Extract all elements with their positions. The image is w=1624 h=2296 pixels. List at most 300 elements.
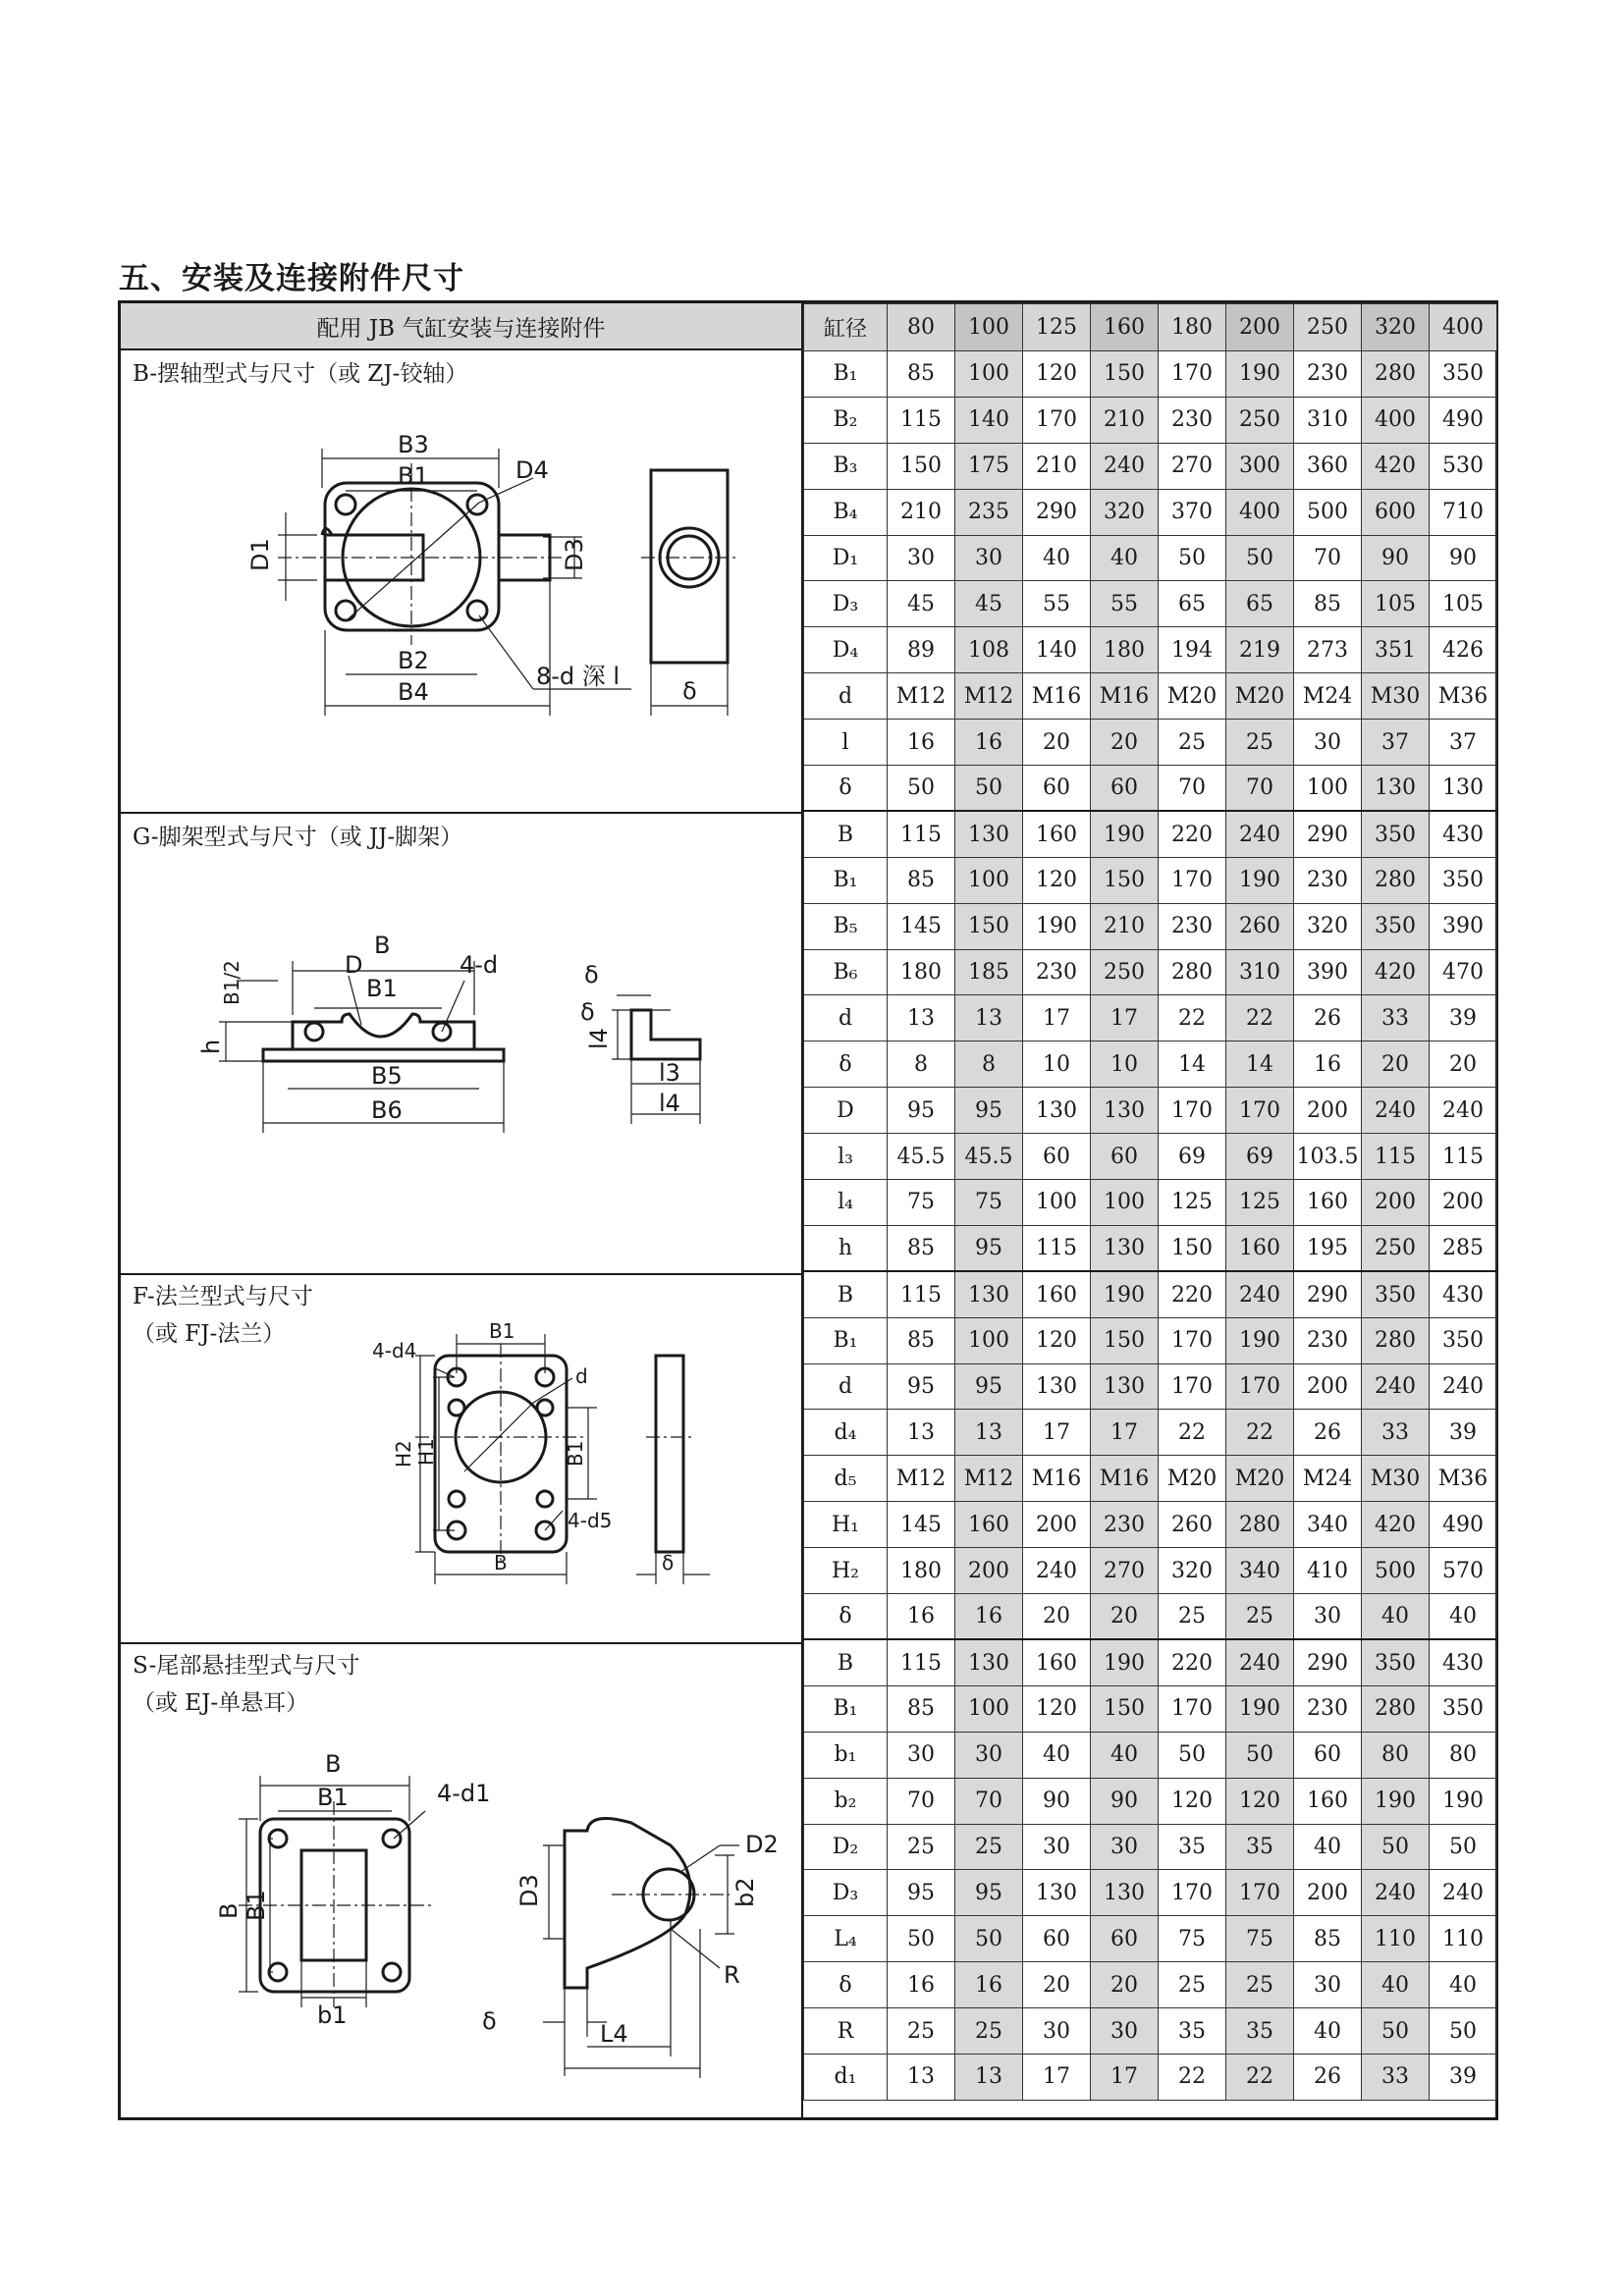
value-cell: 25 — [955, 1824, 1023, 1870]
value-cell: 490 — [1430, 397, 1497, 443]
value-cell: 426 — [1430, 627, 1497, 673]
value-cell: 230 — [1294, 1685, 1362, 1732]
value-cell: 350 — [1362, 1639, 1430, 1685]
value-cell: 25 — [1226, 720, 1294, 766]
value-cell: 45 — [955, 581, 1023, 627]
value-cell: 350 — [1362, 903, 1430, 949]
value-cell: 130 — [955, 1271, 1023, 1317]
value-cell: 95 — [888, 1363, 955, 1410]
bore-cell: 125 — [1023, 304, 1091, 351]
value-cell: 100 — [1023, 1180, 1091, 1226]
table-row — [804, 857, 1497, 903]
value-cell: 150 — [1091, 1317, 1159, 1363]
value-cell: 185 — [955, 949, 1023, 995]
value-cell: 235 — [955, 489, 1023, 535]
value-cell: 100 — [955, 351, 1023, 398]
value-cell: 410 — [1294, 1548, 1362, 1594]
label-d3: D3 — [515, 1874, 543, 1907]
value-cell: 45 — [888, 581, 955, 627]
value-cell: 250 — [1091, 949, 1159, 995]
value-cell: 150 — [955, 903, 1023, 949]
value-cell: 35 — [1226, 1824, 1294, 1870]
value-cell: 250 — [1226, 397, 1294, 443]
section-label-2: （或 EJ-单悬耳） — [133, 1690, 309, 1716]
value-cell: 50 — [1159, 1732, 1226, 1778]
value-cell: 430 — [1430, 1639, 1497, 1685]
value-cell: 100 — [955, 1685, 1023, 1732]
value-cell: 100 — [955, 1317, 1023, 1363]
param-label-cell: d — [804, 995, 888, 1041]
value-cell: 70 — [955, 1778, 1023, 1824]
label-b5: B5 — [371, 1062, 403, 1090]
param-label-cell: D — [804, 1088, 888, 1134]
value-cell: 13 — [888, 1410, 955, 1456]
value-cell: 50 — [1362, 1824, 1430, 1870]
value-cell: 80 — [1362, 1732, 1430, 1778]
value-cell: 30 — [955, 535, 1023, 581]
value-cell: 230 — [1294, 857, 1362, 903]
param-label-cell: B₁ — [804, 1317, 888, 1363]
label-d: D — [345, 951, 363, 979]
bore-cell: 400 — [1430, 304, 1497, 351]
label-h1: H1 — [414, 1438, 438, 1466]
table-row — [804, 535, 1497, 581]
value-cell: 150 — [1159, 1225, 1226, 1271]
value-cell: 130 — [955, 1639, 1023, 1685]
value-cell: 240 — [1091, 443, 1159, 489]
value-cell: 570 — [1430, 1548, 1497, 1594]
value-cell: 65 — [1226, 581, 1294, 627]
value-cell: 190 — [1226, 857, 1294, 903]
value-cell: 175 — [955, 443, 1023, 489]
value-cell: 180 — [888, 1548, 955, 1594]
value-cell: 350 — [1362, 811, 1430, 857]
value-cell: 290 — [1294, 1639, 1362, 1685]
value-cell: 33 — [1362, 1410, 1430, 1456]
value-cell: 190 — [1023, 903, 1091, 949]
value-cell: 140 — [1023, 627, 1091, 673]
table-row — [804, 1134, 1497, 1180]
value-cell: 430 — [1430, 1271, 1497, 1317]
value-cell: 320 — [1294, 903, 1362, 949]
value-cell: 230 — [1294, 351, 1362, 398]
param-label-cell: H₂ — [804, 1548, 888, 1594]
section-label: G-脚架型式与尺寸（或 JJ-脚架） — [133, 825, 463, 850]
value-cell: 210 — [1091, 903, 1159, 949]
value-cell: 16 — [888, 1962, 955, 2008]
value-cell: 50 — [1362, 2008, 1430, 2055]
label-b1-side: B1 — [243, 1890, 270, 1921]
value-cell: 160 — [955, 1502, 1023, 1548]
label-b1-half: B1/2 — [220, 960, 244, 1005]
value-cell: 100 — [955, 857, 1023, 903]
label-b-side: B — [215, 1902, 243, 1919]
value-cell: 110 — [1430, 1916, 1497, 1962]
value-cell: 273 — [1294, 627, 1362, 673]
label-r: R — [724, 1961, 740, 1989]
value-cell: 22 — [1226, 2054, 1294, 2100]
value-cell: M24 — [1294, 1456, 1362, 1502]
param-label-cell: B₆ — [804, 949, 888, 995]
param-label-cell: D₁ — [804, 535, 888, 581]
label-8d: 8-d 深 l — [536, 663, 621, 690]
value-cell: 40 — [1430, 1594, 1497, 1640]
label-b6: B6 — [371, 1096, 403, 1124]
value-cell: 85 — [1294, 581, 1362, 627]
value-cell: 30 — [1023, 1824, 1091, 1870]
value-cell: 310 — [1226, 949, 1294, 995]
param-label-cell: d — [804, 673, 888, 720]
value-cell: M30 — [1362, 1456, 1430, 1502]
table-row — [804, 1962, 1497, 2008]
value-cell: 130 — [1091, 1363, 1159, 1410]
value-cell: 55 — [1023, 581, 1091, 627]
value-cell: 60 — [1091, 766, 1159, 812]
value-cell: 70 — [888, 1778, 955, 1824]
label-d3: D3 — [561, 538, 588, 571]
table-row — [804, 720, 1497, 766]
value-cell: 40 — [1430, 1962, 1497, 2008]
param-label-cell: L₄ — [804, 1916, 888, 1962]
value-cell: 351 — [1362, 627, 1430, 673]
value-cell: 69 — [1159, 1134, 1226, 1180]
value-cell: 50 — [1226, 1732, 1294, 1778]
value-cell: 390 — [1430, 903, 1497, 949]
value-cell: 95 — [955, 1088, 1023, 1134]
value-cell: 240 — [1362, 1363, 1430, 1410]
value-cell: 20 — [1023, 720, 1091, 766]
value-cell: 60 — [1091, 1916, 1159, 1962]
value-cell: 13 — [955, 2054, 1023, 2100]
value-cell: 130 — [1091, 1088, 1159, 1134]
value-cell: 75 — [955, 1180, 1023, 1226]
value-cell: 90 — [1430, 535, 1497, 581]
param-label-cell: B₁ — [804, 857, 888, 903]
value-cell: 95 — [888, 1870, 955, 1916]
value-cell: 220 — [1159, 1271, 1226, 1317]
value-cell: 240 — [1362, 1088, 1430, 1134]
value-cell: 160 — [1023, 1639, 1091, 1685]
value-cell: 195 — [1294, 1225, 1362, 1271]
value-cell: 75 — [888, 1180, 955, 1226]
value-cell: 16 — [955, 1962, 1023, 2008]
table-row — [804, 1870, 1497, 1916]
value-cell: 90 — [1091, 1778, 1159, 1824]
table-row — [804, 1778, 1497, 1824]
value-cell: 240 — [1226, 811, 1294, 857]
value-cell: 210 — [1023, 443, 1091, 489]
value-cell: 30 — [1294, 1594, 1362, 1640]
value-cell: 130 — [1091, 1225, 1159, 1271]
table-row — [804, 811, 1497, 857]
value-cell: 320 — [1159, 1548, 1226, 1594]
value-cell: 39 — [1430, 2054, 1497, 2100]
value-cell: 210 — [888, 489, 955, 535]
value-cell: 490 — [1430, 1502, 1497, 1548]
label-b1: B1 — [366, 975, 398, 1002]
value-cell: M12 — [955, 673, 1023, 720]
value-cell: 22 — [1226, 1410, 1294, 1456]
value-cell: 13 — [955, 1410, 1023, 1456]
value-cell: 50 — [955, 1916, 1023, 1962]
label-d: d — [575, 1364, 588, 1388]
value-cell: 40 — [1362, 1594, 1430, 1640]
param-label-cell: B — [804, 1639, 888, 1685]
table-header-left: 配用 JB 气缸安装与连接附件 — [121, 303, 801, 350]
value-cell: 20 — [1091, 720, 1159, 766]
value-cell: 40 — [1023, 535, 1091, 581]
value-cell: 150 — [1091, 351, 1159, 398]
value-cell: 120 — [1023, 351, 1091, 398]
value-cell: 230 — [1294, 1317, 1362, 1363]
section-g-foot — [121, 812, 801, 1273]
value-cell: 470 — [1430, 949, 1497, 995]
bore-label-cell: 缸径 — [804, 304, 888, 351]
table-row — [804, 1548, 1497, 1594]
label-b3: B3 — [398, 431, 429, 458]
value-cell: 95 — [888, 1088, 955, 1134]
value-cell: 40 — [1294, 2008, 1362, 2055]
value-cell: 17 — [1023, 2054, 1091, 2100]
value-cell: 160 — [1023, 811, 1091, 857]
value-cell: 25 — [888, 2008, 955, 2055]
value-cell: 22 — [1159, 1410, 1226, 1456]
value-cell: 30 — [888, 535, 955, 581]
param-label-cell: l₃ — [804, 1134, 888, 1180]
table-row — [804, 1041, 1497, 1088]
value-cell: 190 — [1362, 1778, 1430, 1824]
value-cell: 310 — [1294, 397, 1362, 443]
value-cell: 160 — [1023, 1271, 1091, 1317]
value-cell: 50 — [1226, 535, 1294, 581]
value-cell: 20 — [1362, 1041, 1430, 1088]
value-cell: 150 — [1091, 857, 1159, 903]
value-cell: 400 — [1226, 489, 1294, 535]
value-cell: 17 — [1091, 2054, 1159, 2100]
table-row — [804, 995, 1497, 1041]
table-row — [804, 627, 1497, 673]
value-cell: 65 — [1159, 581, 1226, 627]
value-cell: 130 — [1023, 1088, 1091, 1134]
value-cell: M36 — [1430, 673, 1497, 720]
value-cell: M20 — [1226, 673, 1294, 720]
value-cell: 69 — [1226, 1134, 1294, 1180]
value-cell: 125 — [1159, 1180, 1226, 1226]
table-row — [804, 1317, 1497, 1363]
value-cell: 25 — [1226, 1962, 1294, 2008]
value-cell: 130 — [955, 811, 1023, 857]
value-cell: 280 — [1362, 1317, 1430, 1363]
value-cell: 260 — [1159, 1502, 1226, 1548]
label-delta: δ — [682, 677, 697, 705]
value-cell: M16 — [1091, 1456, 1159, 1502]
dimension-table — [803, 303, 1497, 2101]
table-row — [804, 1639, 1497, 1685]
param-label-cell: d — [804, 1363, 888, 1410]
value-cell: 30 — [1023, 2008, 1091, 2055]
table-row — [804, 1271, 1497, 1317]
value-cell: 50 — [1430, 1824, 1497, 1870]
table-row — [804, 903, 1497, 949]
table-row — [804, 1594, 1497, 1640]
value-cell: M24 — [1294, 673, 1362, 720]
bore-cell: 320 — [1362, 304, 1430, 351]
value-cell: 35 — [1159, 2008, 1226, 2055]
value-cell: 50 — [1430, 2008, 1497, 2055]
value-cell: 200 — [1294, 1088, 1362, 1134]
param-label-cell: l₄ — [804, 1180, 888, 1226]
header-row — [804, 304, 1497, 351]
value-cell: 85 — [888, 1225, 955, 1271]
label-delta-top: δ — [584, 961, 599, 988]
value-cell: 290 — [1294, 811, 1362, 857]
value-cell: 230 — [1159, 903, 1226, 949]
value-cell: 170 — [1226, 1363, 1294, 1410]
label-d4: D4 — [515, 456, 549, 484]
value-cell: 120 — [1023, 857, 1091, 903]
label-b4: B4 — [398, 678, 429, 706]
value-cell: 420 — [1362, 443, 1430, 489]
param-label-cell: d₁ — [804, 2054, 888, 2100]
value-cell: 75 — [1159, 1916, 1226, 1962]
param-label-cell: δ — [804, 1594, 888, 1640]
value-cell: 95 — [955, 1363, 1023, 1410]
value-cell: 190 — [1091, 811, 1159, 857]
bore-cell: 80 — [888, 304, 955, 351]
table-row — [804, 489, 1497, 535]
value-cell: 17 — [1091, 995, 1159, 1041]
label-4d1: 4-d1 — [437, 1780, 491, 1807]
value-cell: 260 — [1226, 903, 1294, 949]
value-cell: M30 — [1362, 673, 1430, 720]
table-row — [804, 1502, 1497, 1548]
section-label-1: F-法兰型式与尺寸 — [133, 1284, 313, 1309]
value-cell: 240 — [1226, 1271, 1294, 1317]
value-cell: 22 — [1159, 995, 1226, 1041]
value-cell: 340 — [1294, 1502, 1362, 1548]
param-label-cell: b₁ — [804, 1732, 888, 1778]
label-h: h — [197, 1039, 225, 1054]
value-cell: 390 — [1294, 949, 1362, 995]
value-cell: 160 — [1294, 1180, 1362, 1226]
value-cell: 360 — [1294, 443, 1362, 489]
value-cell: 40 — [1091, 1732, 1159, 1778]
section-label-1: S-尾部悬挂型式与尺寸 — [133, 1653, 360, 1679]
value-cell: 50 — [955, 766, 1023, 812]
label-b-top: B — [325, 1750, 342, 1778]
section-f-flange — [121, 1273, 801, 1642]
value-cell: 60 — [1023, 1134, 1091, 1180]
value-cell: 320 — [1091, 489, 1159, 535]
label-l4: l4 — [659, 1090, 680, 1117]
value-cell: 55 — [1091, 581, 1159, 627]
value-cell: 25 — [1159, 1962, 1226, 2008]
value-cell: 39 — [1430, 1410, 1497, 1456]
value-cell: 190 — [1430, 1778, 1497, 1824]
param-label-cell: δ — [804, 1041, 888, 1088]
value-cell: 190 — [1091, 1271, 1159, 1317]
table-row — [804, 949, 1497, 995]
section-s-tail — [121, 1642, 801, 2117]
value-cell: 200 — [1362, 1180, 1430, 1226]
value-cell: 8 — [955, 1041, 1023, 1088]
value-cell: 190 — [1226, 1685, 1294, 1732]
param-label-cell: δ — [804, 1962, 888, 2008]
bore-cell: 250 — [1294, 304, 1362, 351]
label-b1-top: B1 — [317, 1784, 349, 1811]
value-cell: 26 — [1294, 1410, 1362, 1456]
value-cell: 160 — [1294, 1778, 1362, 1824]
value-cell: 220 — [1159, 1639, 1226, 1685]
page-heading: 五、安装及连接附件尺寸 — [119, 261, 464, 296]
label-l4: L4 — [600, 2020, 628, 2048]
value-cell: 40 — [1294, 1824, 1362, 1870]
value-cell: 300 — [1226, 443, 1294, 489]
value-cell: 85 — [888, 351, 955, 398]
value-cell: 170 — [1226, 1088, 1294, 1134]
value-cell: 420 — [1362, 949, 1430, 995]
table-row — [804, 1410, 1497, 1456]
label-4d: 4-d — [460, 951, 499, 979]
table-row — [804, 443, 1497, 489]
value-cell: 17 — [1023, 995, 1091, 1041]
value-cell: 103.5 — [1294, 1134, 1362, 1180]
value-cell: 90 — [1362, 535, 1430, 581]
value-cell: 210 — [1091, 397, 1159, 443]
value-cell: 20 — [1023, 1594, 1091, 1640]
label-b1-top: B1 — [489, 1319, 515, 1343]
value-cell: 16 — [1294, 1041, 1362, 1088]
param-label-cell: D₃ — [804, 581, 888, 627]
label-b1-side: B1 — [564, 1440, 587, 1467]
value-cell: 400 — [1362, 397, 1430, 443]
value-cell: 115 — [1430, 1134, 1497, 1180]
value-cell: 30 — [1091, 2008, 1159, 2055]
value-cell: 130 — [1430, 766, 1497, 812]
param-label-cell: b₂ — [804, 1778, 888, 1824]
label-b2: b2 — [731, 1877, 759, 1907]
value-cell: 60 — [1023, 766, 1091, 812]
value-cell: 530 — [1430, 443, 1497, 489]
label-d2: D2 — [745, 1831, 779, 1858]
value-cell: 70 — [1294, 535, 1362, 581]
value-cell: 16 — [888, 1594, 955, 1640]
table-row — [804, 351, 1497, 398]
value-cell: 285 — [1430, 1225, 1497, 1271]
value-cell: 270 — [1159, 443, 1226, 489]
section-b-swing-axle — [121, 350, 801, 812]
section-label: B-摆轴型式与尺寸（或 ZJ-铰轴） — [133, 361, 468, 387]
value-cell: 17 — [1023, 1410, 1091, 1456]
param-label-cell: h — [804, 1225, 888, 1271]
value-cell: M20 — [1159, 1456, 1226, 1502]
value-cell: 180 — [1091, 627, 1159, 673]
value-cell: M12 — [888, 1456, 955, 1502]
table-row — [804, 1363, 1497, 1410]
value-cell: 100 — [1294, 766, 1362, 812]
bore-cell: 180 — [1159, 304, 1226, 351]
value-cell: 190 — [1226, 1317, 1294, 1363]
param-label-cell: D₄ — [804, 627, 888, 673]
label-b1-lower: b1 — [317, 2002, 348, 2029]
value-cell: 145 — [888, 1502, 955, 1548]
table-row — [804, 581, 1497, 627]
value-cell: 115 — [1362, 1134, 1430, 1180]
value-cell: 600 — [1362, 489, 1430, 535]
value-cell: 30 — [955, 1732, 1023, 1778]
param-label-cell: B₅ — [804, 903, 888, 949]
value-cell: 280 — [1159, 949, 1226, 995]
